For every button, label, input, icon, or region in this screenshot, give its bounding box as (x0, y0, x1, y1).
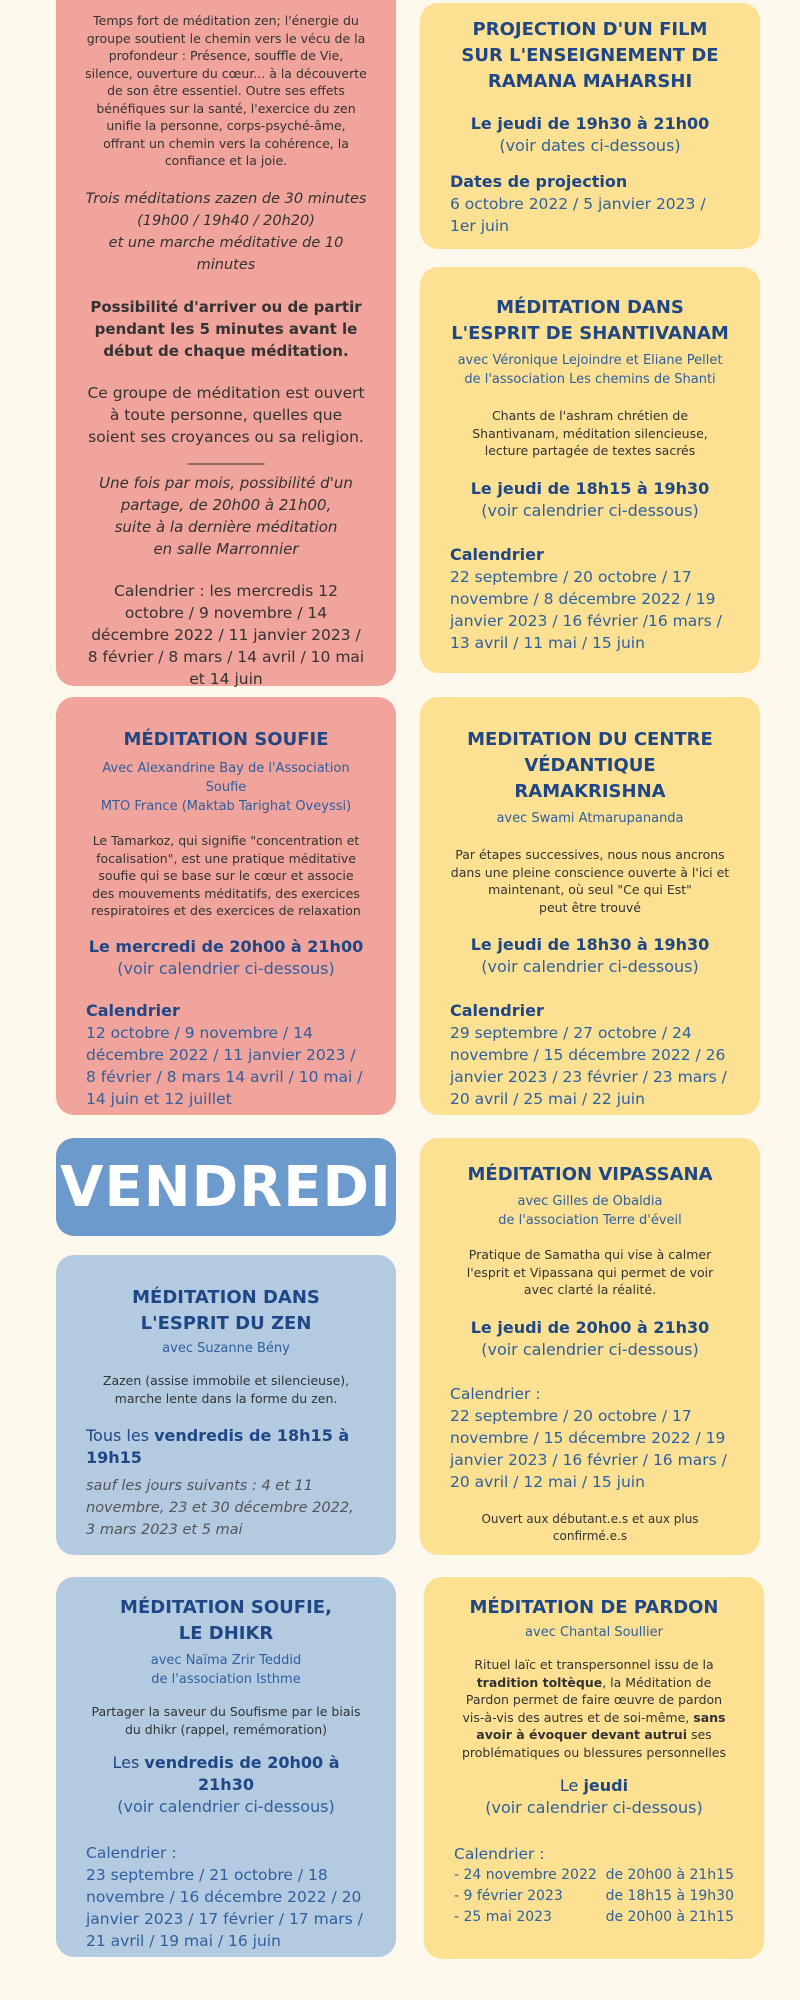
pardon-card (424, 1577, 764, 1959)
zen-group-monthly: Une fois par mois, possibilité d'un partage, de 20h00 à 21h00, suite à la dernière méditation en salle Marronnier (99, 473, 353, 558)
friday-banner-label: VENDREDI (60, 1154, 392, 1220)
soufie-when-note: (voir calendrier ci-dessous) (117, 958, 335, 978)
zen-spirit-card (56, 1255, 396, 1555)
ramana-film-title: PROJECTION D'UN FILM SUR L'ENSEIGNEMENT DE RAMANA MAHARSHI (461, 19, 719, 92)
shantivanam-calendar: 22 septembre / 20 octobre / 17 novembre / 8 décembre 2022 / 19 janvier 2023 / 16 février /16 mars / 13 avril / 11 mai / 15 juin (450, 567, 722, 652)
dhikr-when-note: (voir calendrier ci-dessous) (117, 1797, 335, 1816)
ramakrishna-calendar-heading: Calendrier (450, 1001, 544, 1020)
dhikr-when: Les vendredis de 20h00 à 21h30 (112, 1753, 340, 1794)
vipassana-calendar: 22 septembre / 20 octobre / 17 novembre / 15 décembre 2022 / 19 janvier 2023 / 16 février / 16 mars / 20 avril / 12 mai / 15 juin (450, 1406, 727, 1491)
ramakrishna-subtitle: avec Swami Atmarupananda (496, 811, 684, 826)
zen-group-calendar: Calendrier : les mercredis 12 octobre / 9 novembre / 14 décembre 2022 / 11 janvier 2023 / 8 février / 8 mars / 14 avril / 10 mai et 14 juin (87, 581, 365, 688)
pardon-date-row: - 25 mai 2023 de 20h00 à 21h15 (454, 1909, 734, 1925)
pardon-subtitle: avec Chantal Soullier (525, 1625, 663, 1640)
zen-spirit-title: MÉDITATION DANS L'ESPRIT DU ZEN (132, 1287, 320, 1334)
vipassana-card (420, 1138, 760, 1555)
ramakrishna-when-note: (voir calendrier ci-dessous) (481, 957, 699, 976)
vipassana-description: Pratique de Samatha qui vise à calmer l'esprit et Vipassana qui permet de voir avec clarté la réalité. (466, 1247, 714, 1297)
vipassana-when: Le jeudi de 20h00 à 21h30 (470, 1317, 710, 1337)
zen-group-card (56, 0, 396, 686)
soufie-calendar-heading: Calendrier (86, 1000, 180, 1020)
ramana-film-when-note: (voir dates ci-dessous) (499, 136, 681, 155)
pardon-date-row: - 24 novembre 2022 de 20h00 à 21h15 (454, 1867, 734, 1883)
ramana-film-dates: 6 octobre 2022 / 5 janvier 2023 / 1er juin (450, 195, 706, 235)
ramakrishna-calendar: 29 septembre / 27 octobre / 24 novembre / 15 décembre 2022 / 26 janvier 2023 / 23 février / 23 mars / 20 avril / 25 mai / 22 juin (450, 1024, 727, 1108)
friday-banner (56, 1138, 396, 1236)
ramakrishna-when: Le jeudi de 18h30 à 19h30 (470, 935, 710, 954)
pardon-description: Rituel laïc et transpersonnel issu de la tradition toltèque, la Méditation de Pardon permet de faire œuvre de pardon vis-à-vis des autres et de soi-même, sans avoir à évoquer devant autrui ses problématiques ou blessures personnelles (461, 1657, 727, 1760)
ramakrishna-description: Par étapes successives, nous nous ancrons dans une pleine conscience ouverte à l'ici et maintenant, où seul "Ce qui Est" peut être trouvé (450, 847, 730, 915)
pardon-when: Le jeudi (559, 1776, 629, 1795)
pardon-calendar-heading: Calendrier : (454, 1845, 545, 1863)
dhikr-description: Partager la saveur du Soufisme par le biais du dhikr (rappel, remémoration) (91, 1704, 361, 1737)
ramana-film-when: Le jeudi de 19h30 à 21h00 (470, 114, 710, 133)
vipassana-when-note: (voir calendrier ci-dessous) (481, 1339, 699, 1359)
vipassana-title: MÉDITATION VIPASSANA (467, 1164, 713, 1185)
ramakrishna-card (420, 697, 760, 1115)
soufie-description: Le Tamarkoz, qui signifie "concentration et focalisation", est une pratique méditative soufie qui se base sur le cœur et associe des mouvements méditatifs, des exercices respiratoires et des exercices de relaxation (91, 833, 361, 918)
vipassana-footer: Ouvert aux débutant.e.s et aux plus confirmé.e.s (481, 1511, 699, 1543)
shantivanam-description: Chants de l'ashram chrétien de Shantivanam, méditation silencieuse, lecture partagée de textes sacrés (472, 408, 708, 458)
zen-group-sessions: Trois méditations zazen de 30 minutes (19h00 / 19h40 / 20h20) et une marche méditative de 10 minutes (85, 190, 367, 273)
soufie-subtitle: Avec Alexandrine Bay de l'Association Soufie MTO France (Maktab Tarighat Oveyssi) (100, 761, 352, 814)
dhikr-calendar: 23 septembre / 21 octobre / 18 novembre / 16 décembre 2022 / 20 janvier 2023 / 17 février / 17 mars / 21 avril / 19 mai / 16 juin (86, 1866, 363, 1950)
ramana-film-card (420, 3, 760, 249)
shantivanam-subtitle: avec Véronique Lejoindre et Eliane Pellet de l'association Les chemins de Shanti (457, 353, 723, 387)
vipassana-calendar-heading: Calendrier : (450, 1384, 541, 1403)
soufie-when: Le mercredi de 20h00 à 21h00 (88, 936, 364, 956)
ramakrishna-title: MEDITATION DU CENTRE VÉDANTIQUE RAMAKRISHNA (467, 729, 713, 802)
shantivanam-calendar-heading: Calendrier (450, 544, 544, 564)
pardon-dates-list (454, 1865, 734, 1928)
zen-spirit-when: Tous les vendredis de 18h15 à 19h15 (86, 1426, 350, 1467)
dhikr-title: MÉDITATION SOUFIE, LE DHIKR (120, 1597, 332, 1644)
ramana-film-dates-heading: Dates de projection (450, 172, 628, 191)
soufie-card (56, 697, 396, 1115)
pardon-title: MÉDITATION DE PARDON (469, 1597, 719, 1618)
shantivanam-card (420, 267, 760, 673)
soufie-title: MÉDITATION SOUFIE (123, 729, 329, 750)
pardon-when-note: (voir calendrier ci-dessous) (485, 1798, 703, 1817)
shantivanam-when: Le jeudi de 18h15 à 19h30 (470, 478, 710, 498)
zen-group-separator: ___________ (187, 448, 265, 465)
vipassana-subtitle: avec Gilles de Obaldia de l'association Terre d'éveil (498, 1194, 682, 1228)
zen-spirit-description: Zazen (assise immobile et silencieuse), marche lente dans la forme du zen. (102, 1373, 350, 1406)
shantivanam-title: MÉDITATION DANS L'ESPRIT DE SHANTIVANAM (451, 297, 729, 344)
dhikr-card (56, 1577, 396, 1957)
zen-group-arrival-note: Possibilité d'arriver ou de partir pendant les 5 minutes avant le début de chaque méditation. (90, 297, 362, 360)
zen-spirit-subtitle: avec Suzanne Bény (162, 1341, 290, 1356)
dhikr-subtitle: avec Naïma Zrir Teddid de l'association Isthme (150, 1653, 302, 1687)
zen-group-openness: Ce groupe de méditation est ouvert à toute personne, quelles que soient ses croyances ou sa religion. (87, 383, 365, 446)
zen-group-description: Temps fort de méditation zen; l'énergie du groupe soutient le chemin vers le vécu de la profondeur : Présence, souffle de Vie, silence, ouverture du cœur... à la découverte de son être essentiel. Outre ses effets bénéfiques sur la santé, l'exercice du zen unifie la personne, corps-psyché-âme, offrant un chemin vers la cohérence, la confiance et la joie. (85, 13, 367, 168)
soufie-calendar: 12 octobre / 9 novembre / 14 décembre 2022 / 11 janvier 2023 / 8 février / 8 mars 14 avril / 10 mai / 14 juin et 12 juillet (86, 1023, 363, 1108)
zen-spirit-exceptions: sauf les jours suivants : 4 et 11 novembre, 23 et 30 décembre 2022, 3 mars 2023 et 5 mai (86, 1478, 354, 1538)
dhikr-calendar-heading: Calendrier : (86, 1844, 177, 1862)
pardon-date-row: - 9 février 2023 de 18h15 à 19h30 (454, 1888, 734, 1904)
shantivanam-when-note: (voir calendrier ci-dessous) (481, 500, 699, 520)
